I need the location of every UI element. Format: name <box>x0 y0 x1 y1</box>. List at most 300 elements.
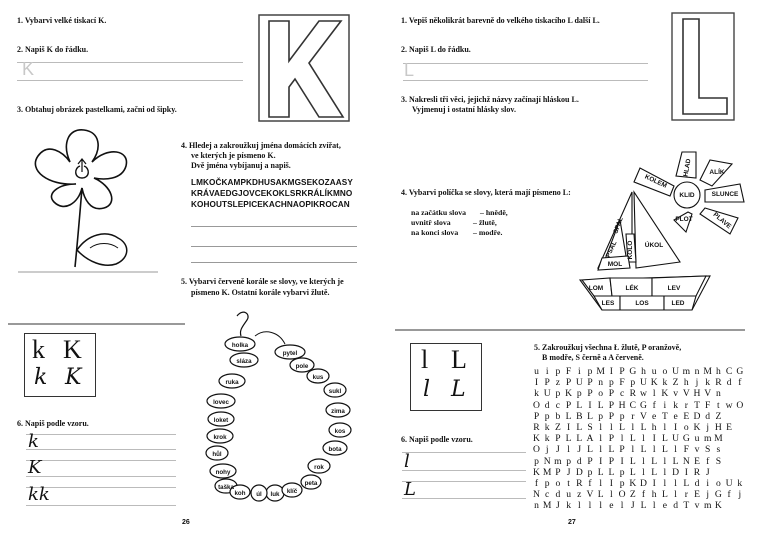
copy-sample-1: k <box>28 431 39 452</box>
grid-letter[interactable]: L <box>651 466 658 478</box>
grid-letter[interactable]: J <box>705 466 710 478</box>
grid-letter[interactable]: I <box>609 366 613 377</box>
grid-letter[interactable]: k <box>544 433 550 445</box>
grid-letter[interactable]: K <box>533 433 540 445</box>
grid-letter[interactable]: N <box>543 455 551 467</box>
grid-letter[interactable]: j <box>545 444 549 456</box>
hull-label: LED <box>671 300 685 307</box>
grid-letter[interactable]: u <box>694 433 700 445</box>
grid-letter[interactable]: f <box>534 478 539 489</box>
grid-letter[interactable]: R <box>715 377 722 389</box>
grid-letter[interactable]: E <box>683 410 690 422</box>
grid-letter[interactable]: P <box>544 377 550 389</box>
grid-letter[interactable]: F <box>565 366 572 377</box>
grid-letter[interactable]: r <box>684 399 688 411</box>
grid-letter[interactable]: P <box>608 433 615 445</box>
grid-letter[interactable]: w <box>640 388 647 400</box>
letter-box-k <box>24 333 96 397</box>
grid-letter[interactable]: Z <box>672 377 679 389</box>
sun-ray-label: PLOT <box>675 216 693 223</box>
grid-letter[interactable]: f <box>706 455 710 467</box>
grid-letter[interactable]: l <box>599 500 603 512</box>
grid-letter[interactable]: B <box>576 410 583 422</box>
grid-letter[interactable]: p <box>619 466 625 478</box>
rule-3-color: – modře. <box>473 228 503 237</box>
grid-letter[interactable]: l <box>652 444 656 456</box>
grid-letter[interactable]: L <box>629 433 636 445</box>
grid-letter[interactable]: L <box>576 399 583 411</box>
grid-letter[interactable]: D <box>693 410 701 422</box>
letter-k-upper: K <box>63 335 82 364</box>
bead-label: úl <box>256 491 262 498</box>
grid-letter[interactable]: l <box>642 433 645 445</box>
grid-letter[interactable]: P <box>587 377 593 389</box>
grid-letter[interactable]: J <box>556 500 560 512</box>
grid-letter[interactable]: P <box>587 455 593 467</box>
grid-letter[interactable]: o <box>555 478 561 489</box>
bead-label: klíč <box>286 488 298 495</box>
grid-letter[interactable]: L <box>608 466 615 478</box>
bead-label: taška <box>218 484 234 491</box>
grid-letter[interactable]: j <box>738 489 742 501</box>
grid-letter[interactable]: L <box>597 489 604 501</box>
grid-letter[interactable]: Z <box>715 410 722 422</box>
grid-letter[interactable]: m <box>703 433 712 445</box>
grid-letter[interactable]: P <box>608 399 615 411</box>
grid-letter[interactable]: I <box>566 422 571 433</box>
sun-ray-label: KOLEM <box>643 173 668 190</box>
page-number-left: 26 <box>182 519 190 526</box>
grid-letter[interactable]: n <box>694 366 700 377</box>
task-3-line-1-right: 3. Nakresli tři věci, jejichž názvy začínají hláskou L. <box>401 95 579 104</box>
grid-letter[interactable]: r <box>684 489 688 501</box>
letter-k-upper-cursive: K <box>65 365 82 390</box>
grid-letter[interactable]: I <box>588 399 592 411</box>
grid-letter[interactable]: L <box>661 489 668 501</box>
task-6-label-right: 6. Napiš podle vzoru. <box>401 435 473 444</box>
grid-letter[interactable]: n <box>534 500 539 512</box>
grid-letter[interactable]: k <box>566 500 571 512</box>
hull-label: LÉK <box>625 285 639 292</box>
grid-letter[interactable]: O <box>736 399 744 411</box>
grid-letter[interactable]: A <box>586 433 594 445</box>
grid-letter[interactable]: U <box>672 366 680 377</box>
bead-label: bota <box>328 446 342 453</box>
grid-letter[interactable]: O <box>618 489 626 501</box>
grid-letter[interactable]: T <box>683 500 690 512</box>
big-letter-l[interactable] <box>671 12 736 122</box>
grid-letter[interactable]: t <box>567 478 570 489</box>
grid-letter[interactable]: K <box>650 377 658 389</box>
grid-letter[interactable]: i <box>706 478 710 489</box>
grid-letter[interactable]: f <box>652 399 656 411</box>
grid-letter[interactable]: i <box>545 366 549 377</box>
grid-letter[interactable]: j <box>706 422 710 433</box>
grid-letter[interactable]: G <box>640 399 647 411</box>
grid-letter[interactable]: p <box>544 410 550 422</box>
grid-letter[interactable]: U <box>672 433 680 445</box>
grid-letter[interactable]: L <box>640 444 647 456</box>
sun-center-label: KLID <box>679 192 695 199</box>
grid-letter[interactable]: P <box>565 377 572 389</box>
grid-letter[interactable]: e <box>652 410 657 422</box>
task-5-line-2-right: B modře, S černě a A červeně. <box>542 353 644 362</box>
grid-letter[interactable]: I <box>673 422 678 433</box>
grid-letter[interactable]: j <box>695 377 699 389</box>
grid-letter[interactable]: o <box>598 388 604 400</box>
rule-1-where: na začátku slova <box>411 208 467 217</box>
grid-letter[interactable]: l <box>620 433 624 445</box>
grid-letter[interactable]: h <box>651 422 657 433</box>
grid-letter[interactable]: r <box>631 410 635 422</box>
grid-letter[interactable]: p <box>619 478 625 489</box>
grid-letter[interactable]: L <box>640 422 647 433</box>
grid-letter[interactable]: F <box>619 377 625 389</box>
grid-letter[interactable]: G <box>682 433 690 445</box>
grid-letter[interactable]: I <box>599 455 603 467</box>
grid-letter[interactable]: l <box>642 455 645 467</box>
hull-label: LOM <box>588 285 604 292</box>
grid-letter[interactable]: G <box>714 489 722 501</box>
grid-letter[interactable]: k <box>737 478 743 489</box>
grid-letter[interactable]: L <box>587 410 593 422</box>
grid-letter[interactable]: p <box>555 366 561 377</box>
task-1-label: 1. Vybarvi velké tiskací K. <box>17 16 107 25</box>
letter-box-l <box>410 343 482 411</box>
grid-letter[interactable]: L <box>597 399 604 411</box>
grid-letter[interactable]: h <box>683 377 689 389</box>
grid-letter[interactable]: l <box>652 500 656 512</box>
grid-letter[interactable]: l <box>674 478 677 489</box>
grid-letter[interactable]: T <box>661 410 668 422</box>
grid-letter[interactable]: L <box>629 455 636 467</box>
sun-ray-label: SLUNCE <box>711 191 739 198</box>
grid-letter[interactable]: R <box>629 388 636 400</box>
grid-letter[interactable]: e <box>609 500 614 512</box>
grid-letter[interactable]: l <box>599 422 603 433</box>
grid-letter[interactable]: H <box>693 388 701 400</box>
grid-letter[interactable]: f <box>727 489 731 501</box>
grid-letter[interactable]: C <box>725 366 733 377</box>
grid-letter[interactable]: J <box>566 466 571 478</box>
grid-letter[interactable]: i <box>577 366 581 377</box>
grid-letter[interactable]: P <box>587 388 593 400</box>
grid-letter[interactable]: l <box>663 466 667 478</box>
grid-letter[interactable]: i <box>663 399 667 411</box>
grid-letter[interactable]: d <box>726 377 732 389</box>
grid-letter[interactable]: l <box>674 444 677 456</box>
grid-letter[interactable]: d <box>705 410 711 422</box>
grid-letter[interactable]: b <box>555 410 561 422</box>
grid-letter[interactable]: M <box>542 500 552 512</box>
grid-letter[interactable]: L <box>683 478 690 489</box>
grid-letter[interactable]: p <box>555 388 561 400</box>
grid-letter[interactable]: n <box>598 377 604 389</box>
letter-k-lower: k <box>32 335 45 364</box>
grid-letter[interactable]: w <box>725 399 733 411</box>
grid-letter[interactable]: j <box>706 489 710 501</box>
grid-letter[interactable]: l <box>599 478 603 489</box>
grid-letter[interactable]: v <box>694 444 700 456</box>
task-2-label: 2. Napiš K do řádku. <box>17 45 89 54</box>
hull-label: LES <box>601 300 615 307</box>
grid-letter[interactable]: M <box>714 433 723 445</box>
bead-label: koh <box>234 490 246 497</box>
grid-letter[interactable]: m <box>703 500 712 512</box>
grid-letter[interactable]: P <box>608 410 615 422</box>
grid-letter[interactable]: V <box>704 388 712 400</box>
grid-letter[interactable]: o <box>662 366 668 377</box>
grid-letter[interactable]: N <box>682 455 690 467</box>
grid-letter[interactable]: e <box>662 500 668 512</box>
grid-letter[interactable]: L <box>576 422 583 433</box>
grid-letter[interactable]: d <box>694 478 700 489</box>
grid-letter[interactable]: C <box>629 399 636 411</box>
grid-letter[interactable]: k <box>662 377 668 389</box>
copy-sample-right-1: l <box>404 451 410 472</box>
grid-letter[interactable]: E <box>694 489 700 501</box>
grid-letter[interactable]: N <box>533 489 540 501</box>
page-number-right: 27 <box>568 519 576 526</box>
task-1-label-right: 1. Vepiš několikrát barevně do velkého tiskacího L další L. <box>401 16 600 25</box>
grid-letter[interactable]: c <box>545 489 550 501</box>
grid-letter[interactable]: O <box>533 399 540 411</box>
grid-letter[interactable]: L <box>651 455 658 467</box>
grid-letter[interactable]: M <box>703 366 712 377</box>
grid-letter[interactable]: P <box>555 433 561 445</box>
grid-letter[interactable]: p <box>608 377 614 389</box>
grid-letter[interactable]: J <box>630 500 635 512</box>
grid-letter[interactable]: n <box>715 388 721 400</box>
grid-letter[interactable]: G <box>629 366 637 377</box>
grid-letter[interactable]: K <box>661 388 669 400</box>
grid-letter[interactable]: D <box>575 466 583 478</box>
grid-letter[interactable]: s <box>716 444 721 456</box>
grid-letter[interactable]: J <box>556 444 560 456</box>
grid-letter[interactable]: L <box>640 500 647 512</box>
grid-letter[interactable]: U <box>575 377 583 389</box>
grid-letter[interactable]: L <box>661 444 668 456</box>
grid-letter[interactable]: v <box>673 388 678 400</box>
grid-letter[interactable]: c <box>555 399 561 411</box>
grid-letter[interactable]: L <box>587 444 593 456</box>
grid-letter[interactable]: K <box>533 466 540 478</box>
grid-letter[interactable]: u <box>651 366 657 377</box>
grid-letter[interactable]: z <box>577 489 582 501</box>
grid-letter[interactable]: l <box>674 489 677 501</box>
grid-letter[interactable]: S <box>705 444 711 456</box>
grid-letter[interactable]: m <box>682 366 691 377</box>
grid-letter[interactable]: l <box>588 500 592 512</box>
grid-letter[interactable]: L <box>672 455 679 467</box>
grid-letter[interactable]: V <box>640 410 647 422</box>
grid-letter[interactable]: f <box>738 377 742 389</box>
grid-letter[interactable]: d <box>555 489 561 501</box>
grid-letter[interactable]: F <box>683 444 689 456</box>
grid-letter[interactable]: P <box>555 466 561 478</box>
grid-letter[interactable]: t <box>717 399 720 411</box>
grid-letter[interactable]: F <box>705 399 711 411</box>
grid-letter[interactable]: h <box>651 489 657 501</box>
grid-letter[interactable]: I <box>652 478 656 489</box>
grid-letter[interactable]: L <box>619 422 626 433</box>
big-letter-k[interactable] <box>257 13 351 123</box>
grid-letter[interactable]: h <box>641 366 646 377</box>
grid-letter[interactable]: l <box>631 422 635 433</box>
grid-letter[interactable]: l <box>577 500 581 512</box>
bead-label: pole <box>295 363 309 370</box>
grid-letter[interactable]: V <box>682 388 690 400</box>
word-search-row-1[interactable]: LMKOČKAMPKDHUSAKMGSEKOZAASY <box>191 178 353 187</box>
grid-letter[interactable]: k <box>544 422 550 433</box>
grid-letter[interactable]: R <box>693 466 701 478</box>
grid-letter[interactable]: l <box>567 444 570 456</box>
grid-letter[interactable]: U <box>543 388 551 400</box>
grid-letter[interactable]: Z <box>629 489 636 501</box>
grid-letter[interactable]: Z <box>554 422 561 433</box>
grid-letter[interactable]: D <box>672 466 680 478</box>
grid-letter[interactable]: P <box>608 455 615 467</box>
bead-label: loket <box>213 417 229 424</box>
grid-letter[interactable]: R <box>576 478 583 489</box>
sail-field[interactable] <box>634 192 680 268</box>
grid-letter[interactable]: v <box>694 500 700 512</box>
grid-letter[interactable]: f <box>641 489 646 501</box>
task-2-sample: K <box>22 59 35 79</box>
grid-letter[interactable]: H <box>714 422 722 433</box>
grid-letter[interactable]: U <box>725 478 733 489</box>
grid-letter[interactable]: l <box>642 466 645 478</box>
grid-letter[interactable]: p <box>587 466 593 478</box>
grid-letter[interactable]: M <box>542 466 552 478</box>
hull-label: LOS <box>635 300 649 307</box>
grid-letter[interactable]: S <box>715 455 722 467</box>
grid-letter[interactable]: l <box>620 500 624 512</box>
grid-letter[interactable]: l <box>631 444 635 456</box>
grid-letter[interactable]: L <box>597 466 604 478</box>
grid-letter[interactable]: P <box>533 410 540 422</box>
grid-letter[interactable]: c <box>619 388 625 400</box>
grid-letter[interactable]: L <box>565 433 572 445</box>
grid-letter[interactable]: z <box>555 377 561 389</box>
grid-letter[interactable]: d <box>544 399 550 411</box>
grid-letter[interactable]: l <box>610 422 613 433</box>
grid-letter[interactable]: l <box>610 489 613 501</box>
grid-letter[interactable]: p <box>544 478 550 489</box>
grid-letter[interactable]: I <box>652 433 656 445</box>
grid-letter[interactable]: k <box>673 399 678 411</box>
grid-letter[interactable]: o <box>715 478 721 489</box>
grid-letter[interactable]: L <box>576 433 583 445</box>
word-search-row-3[interactable]: KOHOUTSLEPICEKACHNAOPIKROCAN <box>191 200 350 209</box>
grid-letter[interactable]: h <box>715 366 721 377</box>
grid-letter[interactable]: k <box>705 377 711 389</box>
grid-letter[interactable]: M <box>596 366 605 377</box>
sail-label: ÚKOL <box>644 242 664 249</box>
grid-letter[interactable]: P <box>565 399 572 411</box>
grid-letter[interactable]: P <box>608 388 615 400</box>
grid-letter[interactable]: O <box>533 444 540 456</box>
bead-label: zima <box>331 408 345 415</box>
grid-letter[interactable]: S <box>587 422 593 433</box>
word-search-row-2[interactable]: KRÁVAEDGJOVCEKOKLSRKRÁLÍKMNO <box>191 189 353 198</box>
task-5-line-1-right: 5. Zakroužkuj všechna Ł žlutě, P oranžově, <box>534 343 682 352</box>
grid-letter[interactable]: E <box>694 455 700 467</box>
letter-l-upper-cursive: L <box>451 377 466 402</box>
grid-letter[interactable]: P <box>619 366 625 377</box>
grid-letter[interactable]: L <box>661 433 668 445</box>
bead-label: pytel <box>282 350 298 357</box>
grid-letter[interactable]: d <box>576 455 582 467</box>
grid-letter[interactable]: f <box>588 478 592 489</box>
grid-letter[interactable]: p <box>619 410 625 422</box>
grid-letter[interactable]: K <box>565 388 573 400</box>
grid-letter[interactable]: H <box>618 399 626 411</box>
grid-letter[interactable]: P <box>619 444 625 456</box>
grid-letter[interactable]: p <box>534 455 539 467</box>
grid-letter[interactable]: l <box>652 388 656 400</box>
sun-ray-label: ALÍK <box>709 169 725 176</box>
grid-letter[interactable]: l <box>663 422 667 433</box>
flower-drawing[interactable] <box>18 122 158 282</box>
grid-letter[interactable]: u <box>566 489 571 501</box>
grid-letter[interactable]: p <box>576 388 582 400</box>
grid-letter[interactable]: k <box>534 388 539 400</box>
grid-letter[interactable]: p <box>566 455 571 467</box>
grid-letter[interactable]: J <box>577 444 582 456</box>
sail-label: KOLO <box>627 240 634 260</box>
grid-letter[interactable]: I <box>609 478 613 489</box>
grid-letter[interactable]: K <box>629 478 637 489</box>
grid-letter[interactable]: E <box>726 422 733 433</box>
task-3-label: 3. Obtahuj obrázek pastelkami, začni od šipky. <box>17 105 177 114</box>
bead-label: nohy <box>215 469 231 476</box>
grid-letter[interactable]: p <box>630 377 636 389</box>
grid-letter[interactable]: L <box>608 444 615 456</box>
grid-letter[interactable]: V <box>586 489 594 501</box>
grid-letter[interactable]: K <box>693 422 701 433</box>
grid-letter[interactable]: T <box>694 399 700 411</box>
grid-letter[interactable]: L <box>629 466 636 478</box>
grid-letter[interactable]: l <box>599 433 603 445</box>
grid-letter[interactable]: I <box>684 466 688 478</box>
grid-letter[interactable]: d <box>673 500 678 512</box>
grid-letter[interactable]: m <box>554 455 562 467</box>
grid-letter[interactable]: L <box>565 410 572 422</box>
grid-letter[interactable]: l <box>663 455 667 467</box>
grid-letter[interactable]: G <box>736 366 744 377</box>
rule-2-where: uvnitř slova <box>411 218 451 227</box>
grid-letter[interactable]: K <box>714 500 722 512</box>
bead-label: peta <box>304 480 318 487</box>
grid-letter[interactable]: I <box>534 377 539 389</box>
grid-letter[interactable]: e <box>673 410 678 422</box>
grid-letter[interactable]: u <box>534 366 539 377</box>
grid-letter[interactable]: I <box>620 455 624 467</box>
grid-letter[interactable]: l <box>663 478 667 489</box>
grid-letter[interactable]: R <box>533 422 540 433</box>
hull-label: LEV <box>667 285 681 292</box>
task-2-sample-right: L <box>404 60 415 80</box>
grid-letter[interactable]: p <box>598 410 604 422</box>
sun-ray-label: HLAD <box>682 158 693 178</box>
grid-letter[interactable]: U <box>640 377 647 389</box>
grid-letter[interactable]: D <box>640 478 647 489</box>
sail-label: MOL <box>607 261 623 268</box>
grid-letter[interactable]: l <box>599 444 603 456</box>
grid-letter[interactable]: o <box>683 422 689 433</box>
grid-letter[interactable]: p <box>587 366 593 377</box>
